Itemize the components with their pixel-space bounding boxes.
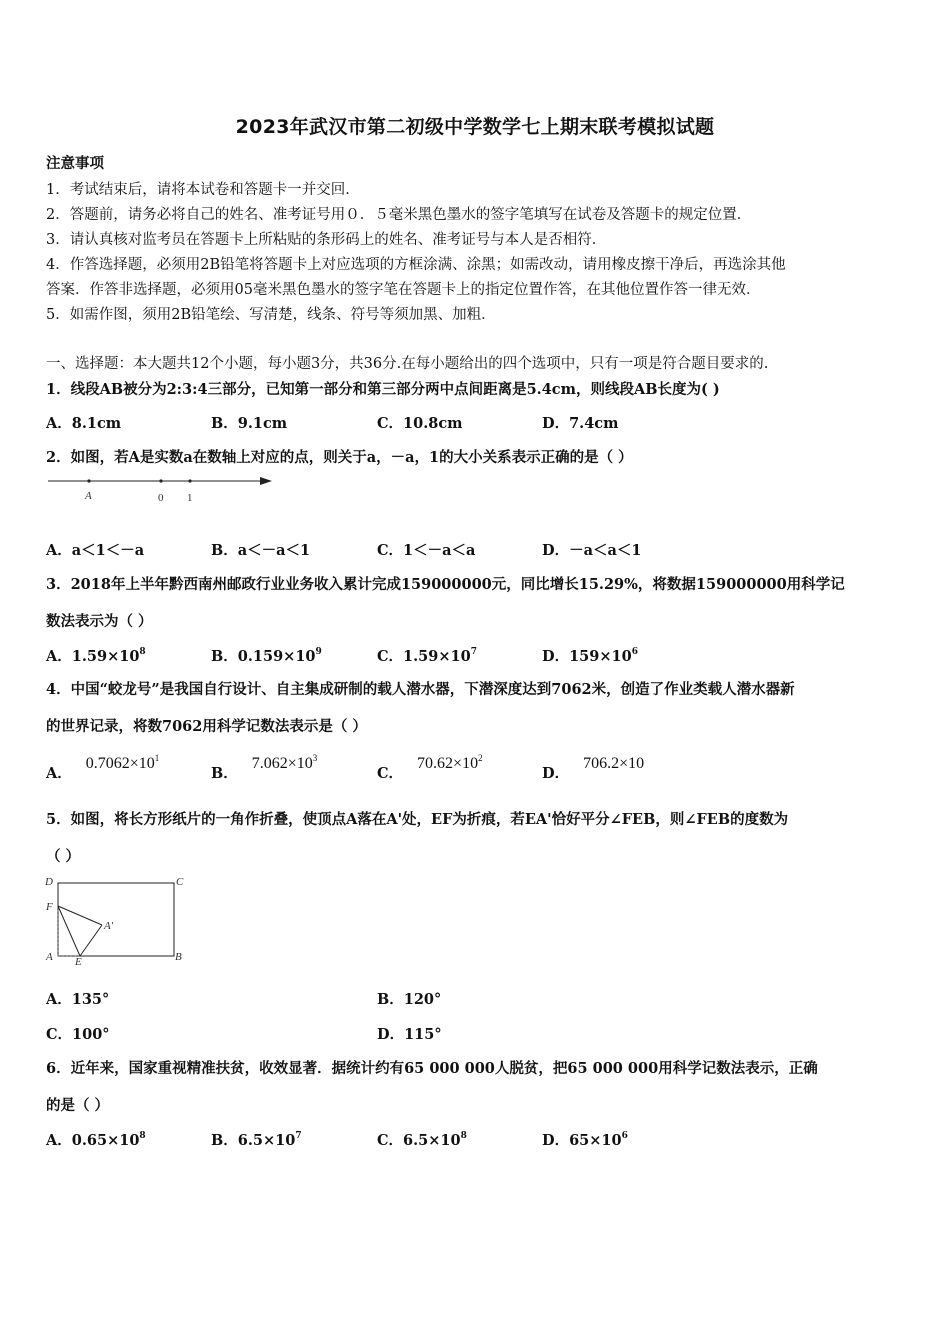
number-line-figure [44, 470, 284, 510]
question-2-stem: 2．如图，若A是实数a在数轴上对应的点，则关于a，－a，1的大小关系表示正确的是（ ） [46, 449, 633, 466]
number-line-point-zero [159, 479, 162, 482]
q4-option-c: C．$70.62\times 10^2$ [377, 753, 483, 782]
question-5-stem-line1: 5．如图，将长方形纸片的一角作折叠，使顶点A落在A'处，EF为折痕，若EA'恰好平分∠FEB，则∠FEB的度数为 [46, 811, 789, 828]
q4-option-d: D．706.2×10 [542, 755, 645, 782]
question-5-stem-line2: （ ） [46, 848, 81, 865]
q3-option-d: D．$159\times 10^6$ [542, 647, 638, 665]
number-line-point-one [188, 479, 191, 482]
q3-option-a: A．$1.59\times 10^8$ [46, 647, 146, 665]
number-line-point-a [87, 479, 90, 482]
q6-option-d: D．$65\times 10^6$ [542, 1131, 628, 1149]
question-3-stem-line2: 数法表示为（ ） [46, 613, 153, 630]
number-line-label-a: A [85, 490, 92, 502]
q5-option-c: C．100° [46, 1026, 110, 1043]
number-line-label-one: 1 [187, 492, 193, 504]
question-1-stem: 1．线段AB被分为2:3:4三部分，已知第一部分和第三部分两中点间距离是5.4cm，则线段AB长度为( ) [46, 381, 720, 398]
crease-ef [58, 906, 80, 956]
note-item: 4．作答选择题，必须用2B铅笔将答题卡上对应选项的方框涂满、涂黑；如需改动，请用橡皮擦干净后，再选涂其他 [46, 257, 786, 273]
number-line-arrow [260, 477, 272, 485]
q1-option-c: C．10.8cm [377, 415, 463, 432]
q4-option-b: B．$7.062\times 10^3$ [211, 753, 318, 782]
note-item: 2．答题前，请务必将自己的姓名、准考证号用０．５毫米黑色墨水的签字笔填写在试卷及答题卡的规定位置． [46, 207, 752, 223]
q2-option-d: D．－a＜a＜1 [542, 542, 642, 559]
folded-rectangle-figure [42, 872, 202, 968]
q1-option-d: D．7.4cm [542, 415, 619, 432]
q6-option-a: A．$0.65\times 10^8$ [46, 1131, 146, 1149]
figure-label-a-prime: A' [104, 920, 114, 932]
question-6-stem-line2: 的是（ ） [46, 1097, 110, 1114]
question-4-stem-line2: 的世界记录，将数7062用科学记数法表示是（ ） [46, 718, 367, 735]
question-6-stem-line1: 6．近年来，国家重视精准扶贫，收效显著．据统计约有65 000 000人脱贫，把65 000 000用科学记数法表示，正确 [46, 1060, 818, 1077]
figure-label-f: F [46, 901, 53, 913]
q5-option-b: B．120° [377, 991, 442, 1008]
q1-option-b: B．9.1cm [211, 415, 288, 432]
q5-option-a: A．135° [46, 991, 110, 1008]
note-item: 3．请认真核对监考员在答题卡上所粘贴的条形码上的姓名、准考证号与本人是否相符． [46, 232, 607, 248]
question-3-stem-line1: 3．2018年上半年黔西南州邮政行业业务收入累计完成159000000元，同比增长15.29%，将数据159000000用科学记 [46, 576, 845, 593]
figure-label-d: D [45, 876, 53, 888]
q2-option-c: C．1＜－a＜a [377, 542, 476, 559]
q6-option-b: B．$6.5\times 10^7$ [211, 1131, 302, 1149]
question-4-stem-line1: 4．中国“蛟龙号”是我国自行设计、自主集成研制的载人潜水器，下潜深度达到7062米，创造了作业类载人潜水器新 [46, 681, 795, 698]
folded-edge-ea2 [80, 925, 102, 956]
q1-option-a: A．8.1cm [46, 415, 122, 432]
page-title: 2023年武汉市第二初级中学数学七上期末联考模拟试题 [235, 116, 715, 138]
q3-option-b: B．$0.159\times 10^9$ [211, 647, 322, 665]
figure-label-b: B [175, 951, 182, 963]
q2-option-b: B．a＜－a＜1 [211, 542, 311, 559]
figure-label-c: C [176, 876, 184, 888]
figure-label-a: A [46, 951, 53, 963]
number-line-label-zero: 0 [158, 492, 164, 504]
q6-option-c: C．$6.5\times 10^8$ [377, 1131, 467, 1149]
figure-label-e: E [75, 956, 82, 968]
note-item: 1．考试结束后，请将本试卷和答题卡一并交回． [46, 182, 360, 198]
note-item: 5．如需作图，须用2B铅笔绘、写清楚，线条、符号等须加黑、加粗． [46, 307, 496, 323]
section-heading: 一、选择题：本大题共12个小题，每小题3分，共36分.在每小题给出的四个选项中，只有一项是符合题目要求的. [46, 356, 769, 372]
q4-option-a: A．$0.7062\times 10^1$ [46, 753, 160, 782]
notes-heading: 注意事项 [46, 155, 104, 172]
q5-option-d: D．115° [377, 1026, 442, 1043]
q3-option-c: C．$1.59\times 10^7$ [377, 647, 477, 665]
q2-option-a: A．a＜1＜－a [46, 542, 145, 559]
note-item: 答案．作答非选择题，必须用05毫米黑色墨水的签字笔在答题卡上的指定位置作答，在其他位置作答一律无效． [46, 282, 761, 298]
